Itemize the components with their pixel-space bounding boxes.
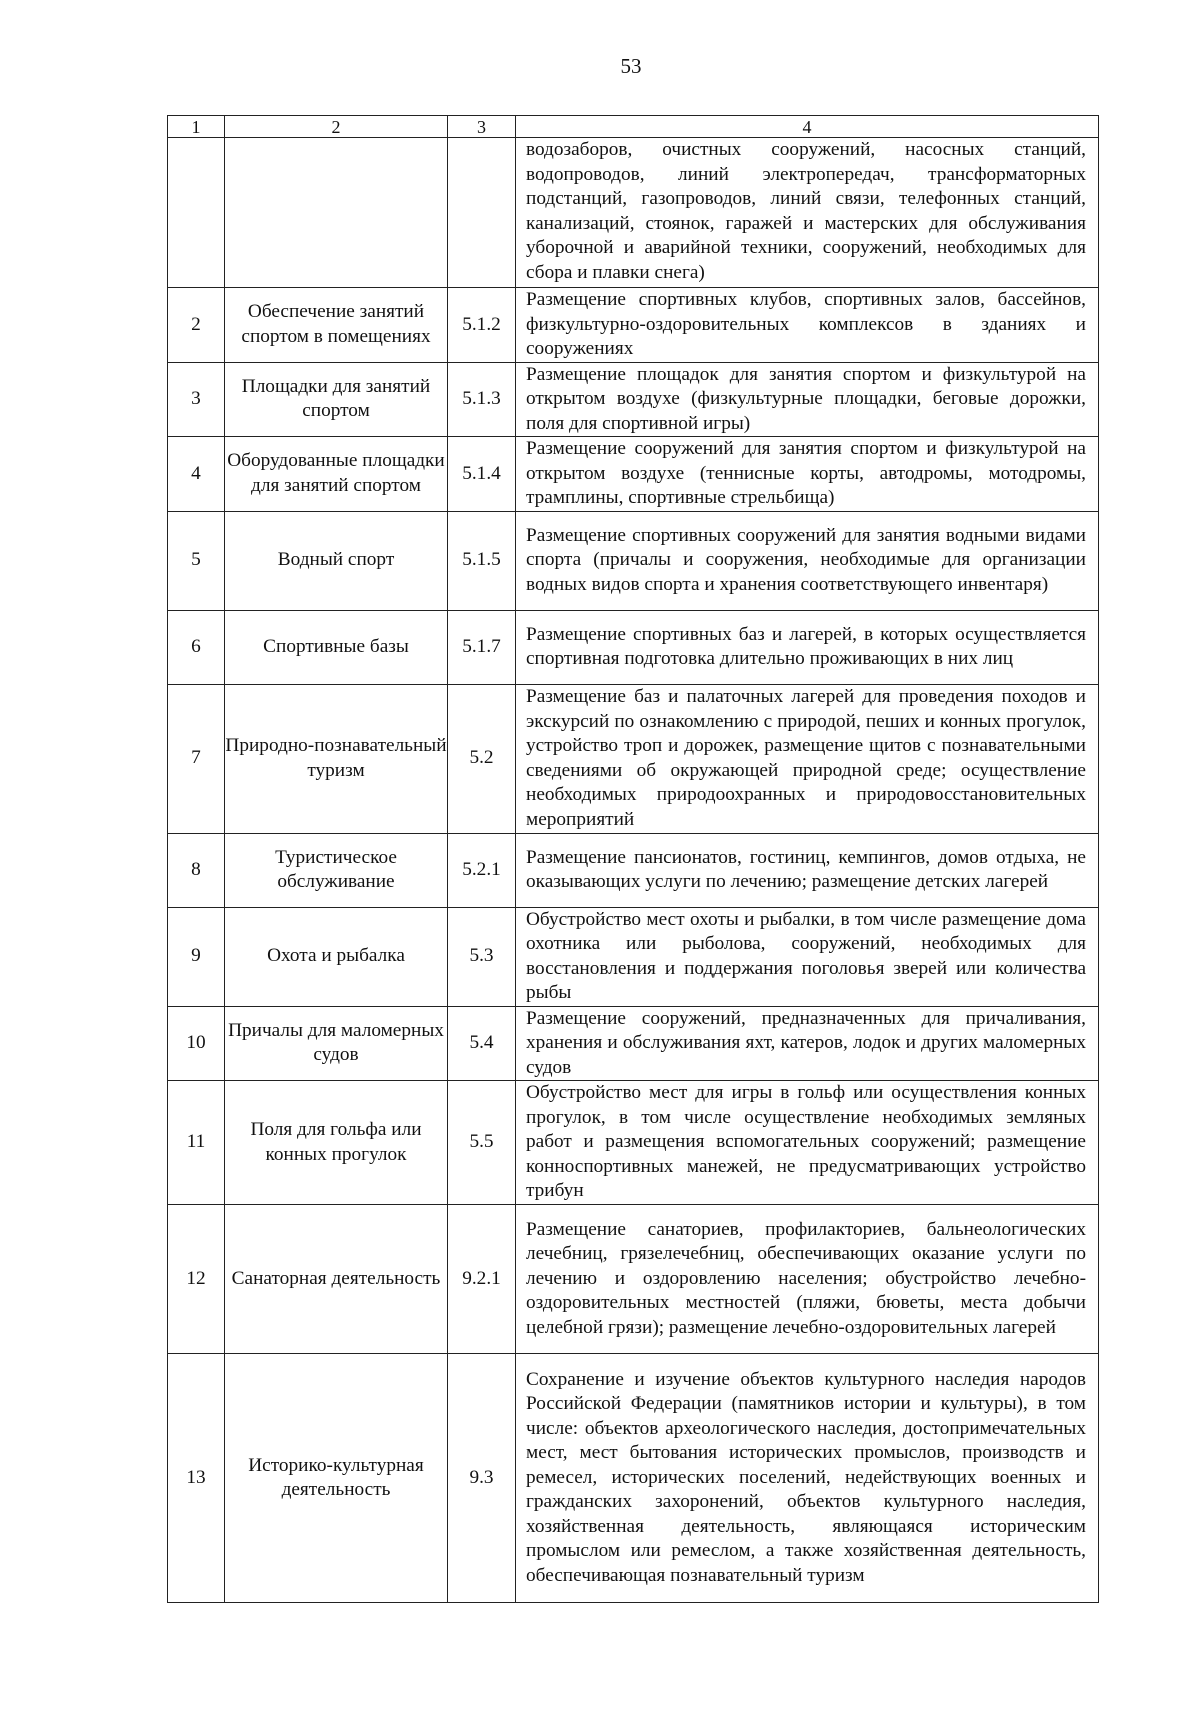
row-number: 11	[168, 1081, 225, 1205]
row-code: 9.2.1	[448, 1205, 516, 1354]
table-row	[168, 1081, 1099, 1205]
row-code: 5.1.4	[448, 437, 516, 512]
row-code: 5.1.5	[448, 511, 516, 610]
row-code: 5.2.1	[448, 833, 516, 907]
row-name: Санаторная деятельность	[225, 1205, 448, 1354]
row-code: 5.3	[448, 907, 516, 1006]
row-number: 13	[168, 1354, 225, 1603]
table-row	[168, 362, 1099, 437]
row-number: 8	[168, 833, 225, 907]
table-row	[168, 833, 1099, 907]
row-name: Водный спорт	[225, 511, 448, 610]
row-description: Размещение сооружений, предназначенных для причаливания, хранения и обслуживания яхт, катеров, лодок и других маломерных судов	[516, 1006, 1099, 1081]
row-code	[448, 138, 516, 288]
row-name: Обеспечение занятий спортом в помещениях	[225, 288, 448, 363]
row-number: 5	[168, 511, 225, 610]
row-description: Обустройство мест для игры в гольф или осуществления конных прогулок, в том числе осуществление необходимых земляных работ и размещения вспомогательных сооружений; размещение конноспортивных манежей, не предусматривающих устройство трибун	[516, 1081, 1099, 1205]
table-header-row	[168, 116, 1099, 138]
table-row	[168, 288, 1099, 363]
row-name: Спортивные базы	[225, 610, 448, 684]
row-number: 3	[168, 362, 225, 437]
row-description: Размещение пансионатов, гостиниц, кемпингов, домов отдыха, не оказывающих услуги по лечению; размещение детских лагерей	[516, 833, 1099, 907]
row-number: 7	[168, 684, 225, 833]
page-number: 53	[620, 54, 642, 78]
row-number: 12	[168, 1205, 225, 1354]
row-number: 6	[168, 610, 225, 684]
row-code: 5.4	[448, 1006, 516, 1081]
column-header: 1	[168, 116, 225, 138]
land-use-table	[167, 115, 1099, 1603]
row-number: 10	[168, 1006, 225, 1081]
table-row	[168, 684, 1099, 833]
row-number: 2	[168, 288, 225, 363]
row-description: Размещение спортивных клубов, спортивных залов, бассейнов, физкультурно-оздоровительных комплексов в зданиях и сооружениях	[516, 288, 1099, 363]
table-row	[168, 511, 1099, 610]
row-description: водозаборов, очистных сооружений, насосных станций, водопроводов, линий электропередач, трансформаторных подстанций, газопроводов, линий связи, телефонных станций, канализаций, стоянок, гаражей и мастерских для обслуживания уборочной и аварийной техники, сооружений, необходимых для сбора и плавки снега)	[516, 138, 1099, 288]
row-name: Площадки для занятий спортом	[225, 362, 448, 437]
row-name: Оборудованные площадки для занятий спортом	[225, 437, 448, 512]
row-number	[168, 138, 225, 288]
table-row	[168, 138, 1099, 288]
row-code: 5.5	[448, 1081, 516, 1205]
table-row	[168, 1354, 1099, 1603]
table-row	[168, 610, 1099, 684]
row-name: Поля для гольфа или конных прогулок	[225, 1081, 448, 1205]
row-description: Размещение санаториев, профилакториев, бальнеологических лечебниц, грязелечебниц, обеспечивающих оказание услуги по лечению и оздоровлению населения; обустройство лечебно-оздоровительных местностей (пляжи, бюветы, места добычи целебной грязи); размещение лечебно-оздоровительных лагерей	[516, 1205, 1099, 1354]
row-description: Размещение сооружений для занятия спортом и физкультурой на открытом воздухе (теннисные корты, автодромы, мотодромы, трамплины, спортивные стрельбища)	[516, 437, 1099, 512]
row-name: Туристическое обслуживание	[225, 833, 448, 907]
row-description: Размещение баз и палаточных лагерей для проведения походов и экскурсий по ознакомлению с природой, пеших и конных прогулок, устройство троп и дорожек, размещение щитов с познавательными сведениями об окружающей природной среде; осуществление необходимых природоохранных и природовосстановительных мероприятий	[516, 684, 1099, 833]
column-header: 4	[516, 116, 1099, 138]
row-code: 5.1.2	[448, 288, 516, 363]
table-row	[168, 1006, 1099, 1081]
row-number: 9	[168, 907, 225, 1006]
row-name	[225, 138, 448, 288]
row-code: 5.1.3	[448, 362, 516, 437]
row-code: 5.2	[448, 684, 516, 833]
row-description: Сохранение и изучение объектов культурного наследия народов Российской Федерации (памятников истории и культуры), в том числе: объектов археологического наследия, достопримечательных мест, мест бытования исторических промыслов, производств и ремесел, исторических поселений, недействующих военных и гражданских захоронений, объектов культурного наследия, хозяйственная деятельность, являющаяся историческим промыслом или ремеслом, а также хозяйственная деятельность, обеспечивающая познавательный туризм	[516, 1354, 1099, 1603]
row-code: 5.1.7	[448, 610, 516, 684]
table-row	[168, 907, 1099, 1006]
row-name: Природно-познавательный туризм	[225, 684, 448, 833]
row-name: Историко-культурная деятельность	[225, 1354, 448, 1603]
row-number: 4	[168, 437, 225, 512]
column-header: 3	[448, 116, 516, 138]
row-description: Обустройство мест охоты и рыбалки, в том числе размещение дома охотника или рыболова, сооружений, необходимых для восстановления и поддержания поголовья зверей или количества рыбы	[516, 907, 1099, 1006]
table-row	[168, 437, 1099, 512]
row-name: Причалы для маломерных судов	[225, 1006, 448, 1081]
row-description: Размещение спортивных баз и лагерей, в которых осуществляется спортивная подготовка длительно проживающих в них лиц	[516, 610, 1099, 684]
row-name: Охота и рыбалка	[225, 907, 448, 1006]
row-description: Размещение спортивных сооружений для занятия водными видами спорта (причалы и сооружения, необходимые для организации водных видов спорта и хранения соответствующего инвентаря)	[516, 511, 1099, 610]
column-header: 2	[225, 116, 448, 138]
table-row	[168, 1205, 1099, 1354]
row-code: 9.3	[448, 1354, 516, 1603]
row-description: Размещение площадок для занятия спортом и физкультурой на открытом воздухе (физкультурные площадки, беговые дорожки, поля для спортивной игры)	[516, 362, 1099, 437]
